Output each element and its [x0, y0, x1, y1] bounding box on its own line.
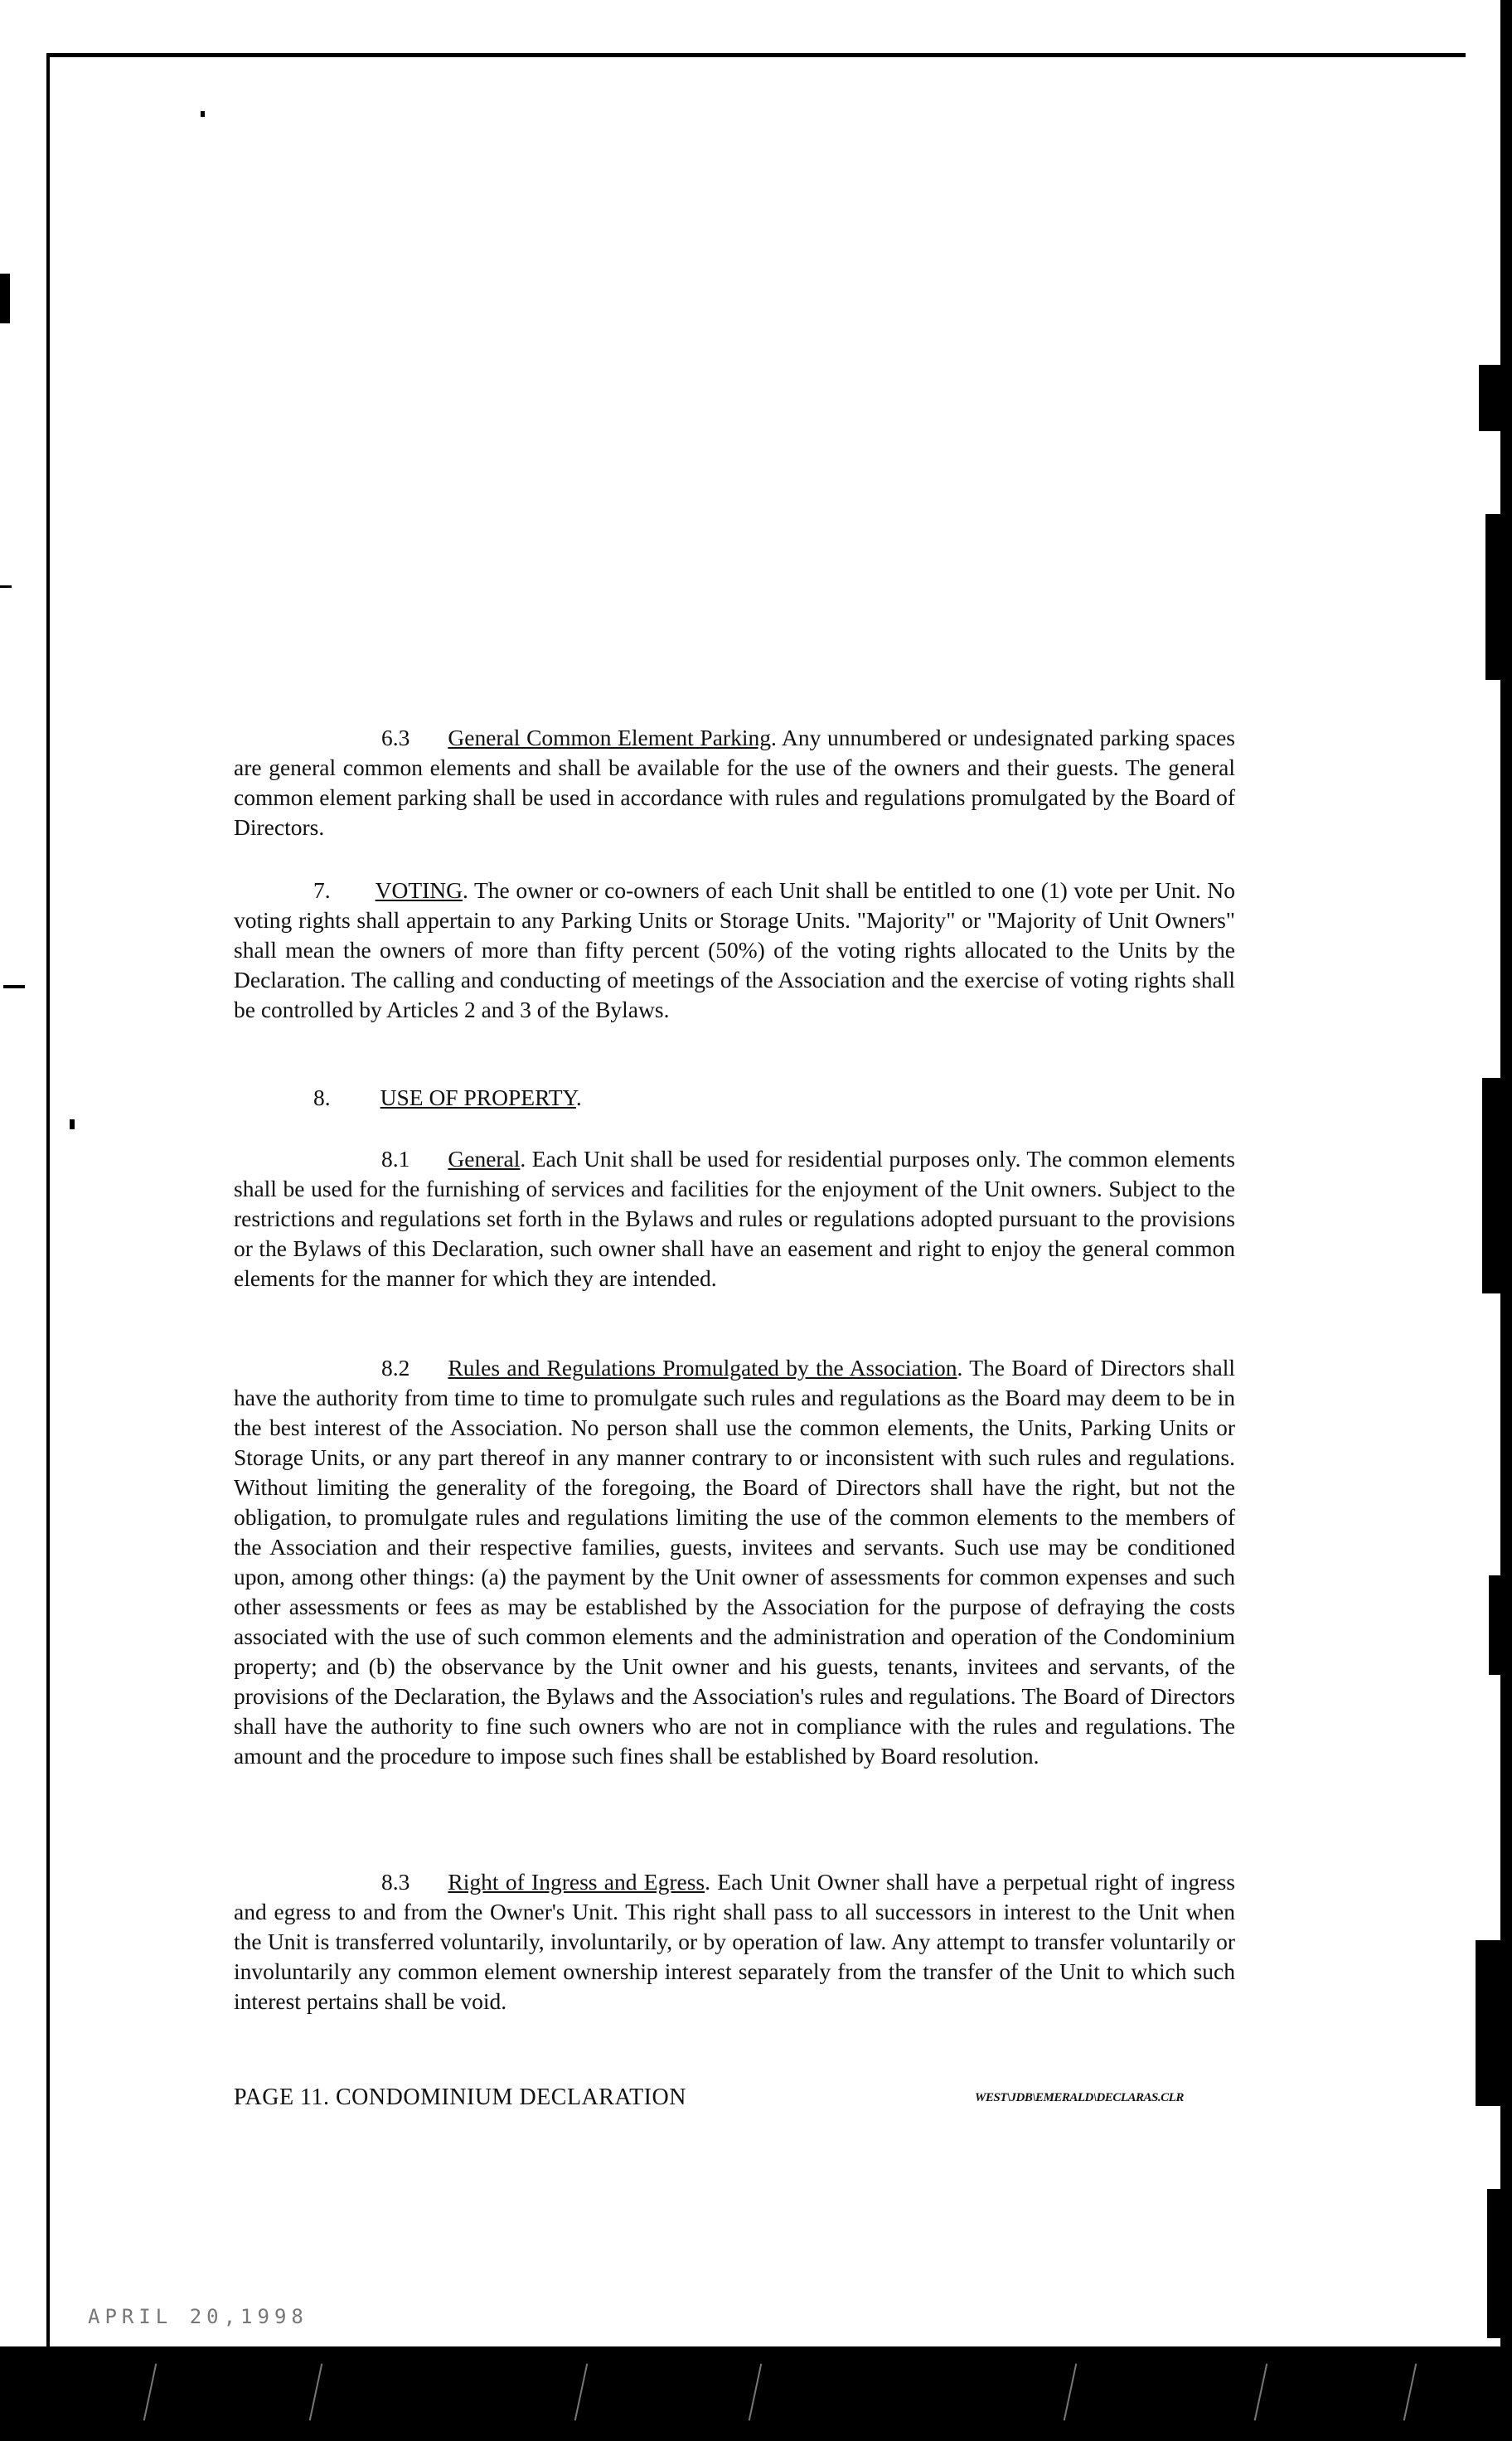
scan-edge-right	[1447, 0, 1512, 2441]
section-text: . Each Unit shall be used for residential purposes only. The common elements shall be used for the furnishing of services and facilities for the enjoyment of the Unit owners. Subject to the restrictions and regulations set forth in the Bylaws and rules or regulations adopted pursuant to the provisions or the Bylaws of this Declaration, such owner shall have an easement and right to enjoy the general common elements for the manner for which they are intended.	[234, 1146, 1235, 1291]
section-heading: Rules and Regulations Promulgated by the Association	[448, 1355, 957, 1381]
scan-speck	[0, 274, 10, 323]
section-text: . The owner or co-owners of each Unit shall be entitled to one (1) vote per Unit. No voting rights shall appertain to any Parking Units or Storage Units. "Majority" or "Majority of Unit Owners" shall mean the owners of more than fifty percent (50%) of the voting rights allocated to the Units by the Declaration. The calling and conducting of meetings of the Association and the exercise of voting rights shall be controlled by Articles 2 and 3 of the Bylaws.	[234, 877, 1235, 1022]
date-stamp: APRIL 20,1998	[88, 2305, 308, 2328]
scan-speck	[70, 1119, 75, 1129]
section-number: 8.	[313, 1085, 331, 1110]
section-number: 8.1	[381, 1146, 410, 1172]
section-heading: USE OF PROPERTY	[380, 1085, 576, 1110]
section-text: .	[575, 1085, 582, 1110]
section-8-2	[234, 1353, 1235, 1799]
section-text: . The Board of Directors shall have the authority from time to time to promulgate such rules and regulations as the Board may deem to be in the best interest of the Association. No person shall use the common elements, the Units, Parking Units or Storage Units, or any part thereof in any manner contrary to or inconsistent with such rules and regulations. Without limiting the generality of the foregoing, the Board of Directors shall have the right, but not the obligation, to promulgate rules and regulations limiting the use of the common elements to the members of the Association and their respective families, guests, invitees and servants. Such use may be conditioned upon, among other things: (a) the payment by the Unit owner of assessments for common expenses and such other assessments or fees as may be established by the Association for the purpose of defraying the costs associated with the use of such common elements and the administration and operation of the Condominium property; and (b) the observance by the Unit owner and his guests, tenants, invitees and servants, of the provisions of the Declaration, the Bylaws and the Association's rules and regulations. The Board of Directors shall have the authority to fine such owners who are not in compliance with the rules and regulations. The amount and the procedure to impose such fines shall be established by Board resolution.	[234, 1355, 1235, 1769]
section-heading: General Common Element Parking	[448, 725, 771, 750]
scan-speck	[3, 985, 25, 988]
section-number: 8.2	[381, 1355, 410, 1381]
section-number: 8.3	[381, 1869, 410, 1895]
section-heading: VOTING	[375, 877, 463, 903]
scan-edge-bottom	[0, 2346, 1512, 2441]
section-7	[234, 876, 1235, 1053]
section-number: 7.	[313, 877, 331, 903]
section-number: 6.3	[381, 725, 410, 750]
section-text: . Each Unit Owner shall have a perpetual right of ingress and egress to and from the Owner's Unit. This right shall pass to all successors in interest to the Unit when the Unit is transferred voluntarily, involuntarily, or by operation of law. Any attempt to transfer voluntarily or involuntarily any common element ownership interest separately from the transfer of the Unit to which such interest pertains shall be void.	[234, 1869, 1235, 2014]
page-footer-label: PAGE 11. CONDOMINIUM DECLARATION	[234, 2084, 686, 2110]
section-heading: Right of Ingress and Egress	[448, 1869, 705, 1895]
page-footer-file-path: WEST\JDB\EMERALD\DECLARAS.CLR	[975, 2091, 1184, 2104]
section-8-1	[234, 1144, 1235, 1322]
section-8	[234, 1083, 1235, 1141]
section-6-3	[234, 723, 1235, 871]
scan-speck	[201, 111, 205, 117]
section-heading: General	[448, 1146, 521, 1172]
scan-speck	[0, 585, 12, 588]
section-text: . Any unnumbered or undesignated parking spaces are general common elements and shall be available for the use of the owners and their guests. The general common element parking shall be used in accordance with rules and regulations promulgated by the Board of Directors.	[234, 725, 1235, 840]
section-8-3	[234, 1867, 1235, 2045]
